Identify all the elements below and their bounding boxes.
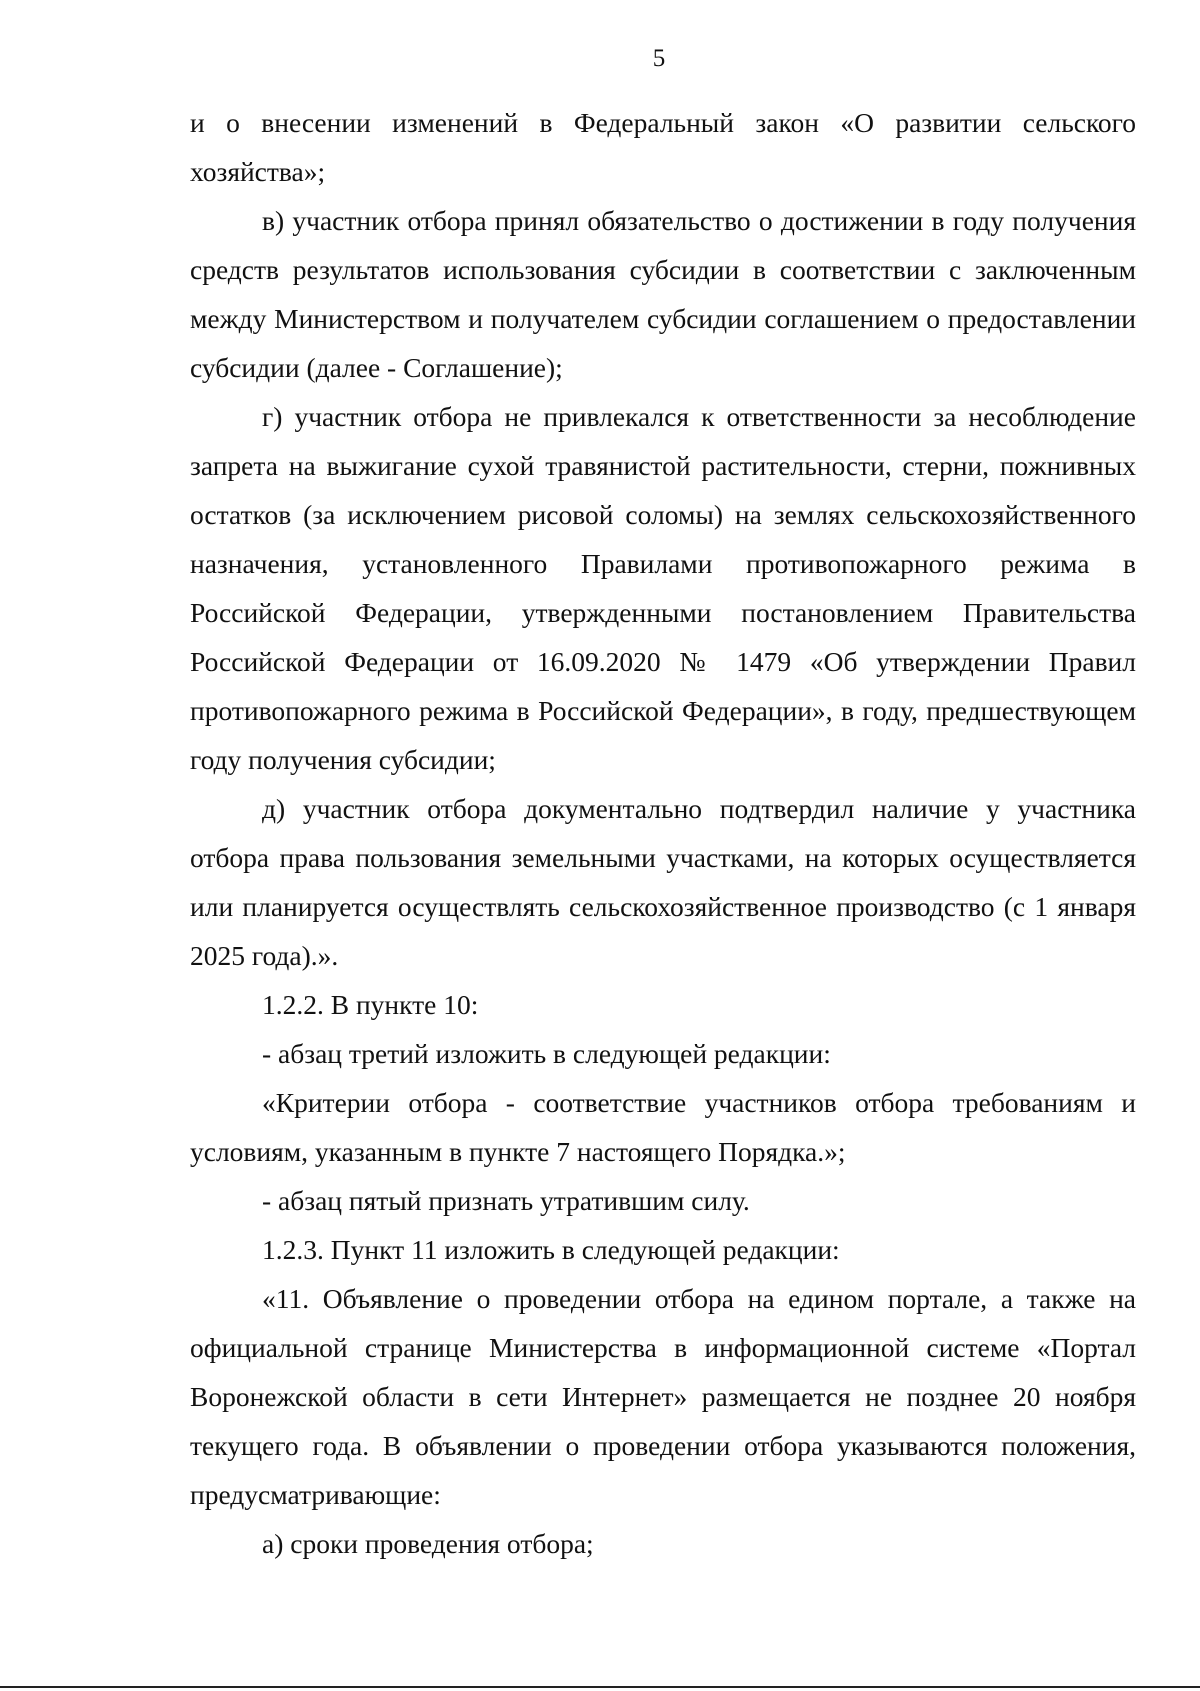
paragraph-clause-1-2-2: 1.2.2. В пункте 10: xyxy=(262,989,479,1020)
paragraph-instruction-fifth-abzac: - абзац пятый признать утратившим силу. xyxy=(262,1185,750,1216)
paragraph-item-g: г) участник отбора не привлекался к ответственности за несоблюдение запрета на выжигание сухой травянистой растительности, стерни, пожнивных остатков (за исключением рисовой соломы) на землях сельскохозяйственного назначения, установленного Правилами противопожарного режима в Российской Федерации, утвержденными постановлением Правительства Российской Федерации от 16.09.2020 № 1479 «Об утверждении Правил противопожарного режима в Российской Федерации», в году, предшествующем году получения субсидии; xyxy=(190,401,1136,775)
bottom-edge-line xyxy=(0,1686,1200,1688)
paragraph-item-d: д) участник отбора документально подтвердил наличие у участника отбора права пользования земельными участками, на которых осуществляется или планируется осуществлять сельскохозяйственное производство (с 1 января 2025 года).». xyxy=(190,793,1136,971)
paragraph-clause-1-2-3: 1.2.3. Пункт 11 изложить в следующей редакции: xyxy=(262,1234,840,1265)
page-number: 5 xyxy=(652,45,666,72)
paragraph-item-v: в) участник отбора принял обязательство о достижении в году получения средств результатов использования субсидии в соответствии с заключенным между Министерством и получателем субсидии соглашением о предоставлении субсидии (далее - Соглашение); xyxy=(190,205,1136,383)
paragraph-instruction-third-abzac: - абзац третий изложить в следующей редакции: xyxy=(262,1038,831,1069)
paragraph-continuation: и о внесении изменений в Федеральный закон «О развитии сельского хозяйства»; xyxy=(190,107,1136,187)
paragraph-selection-criteria: «Критерии отбора - соответствие участников отбора требованиям и условиям, указанным в пункте 7 настоящего Порядка.»; xyxy=(190,1087,1136,1167)
document-body xyxy=(190,98,1136,1568)
paragraph-item-11: «11. Объявление о проведении отбора на едином портале, а также на официальной странице Министерства в информационной системе «Портал Воронежской области в сети Интернет» размещается не позднее 20 ноября текущего года. В объявлении о проведении отбора указываются положения, предусматривающие: xyxy=(190,1283,1136,1510)
paragraph-item-a: а) сроки проведения отбора; xyxy=(262,1528,594,1559)
